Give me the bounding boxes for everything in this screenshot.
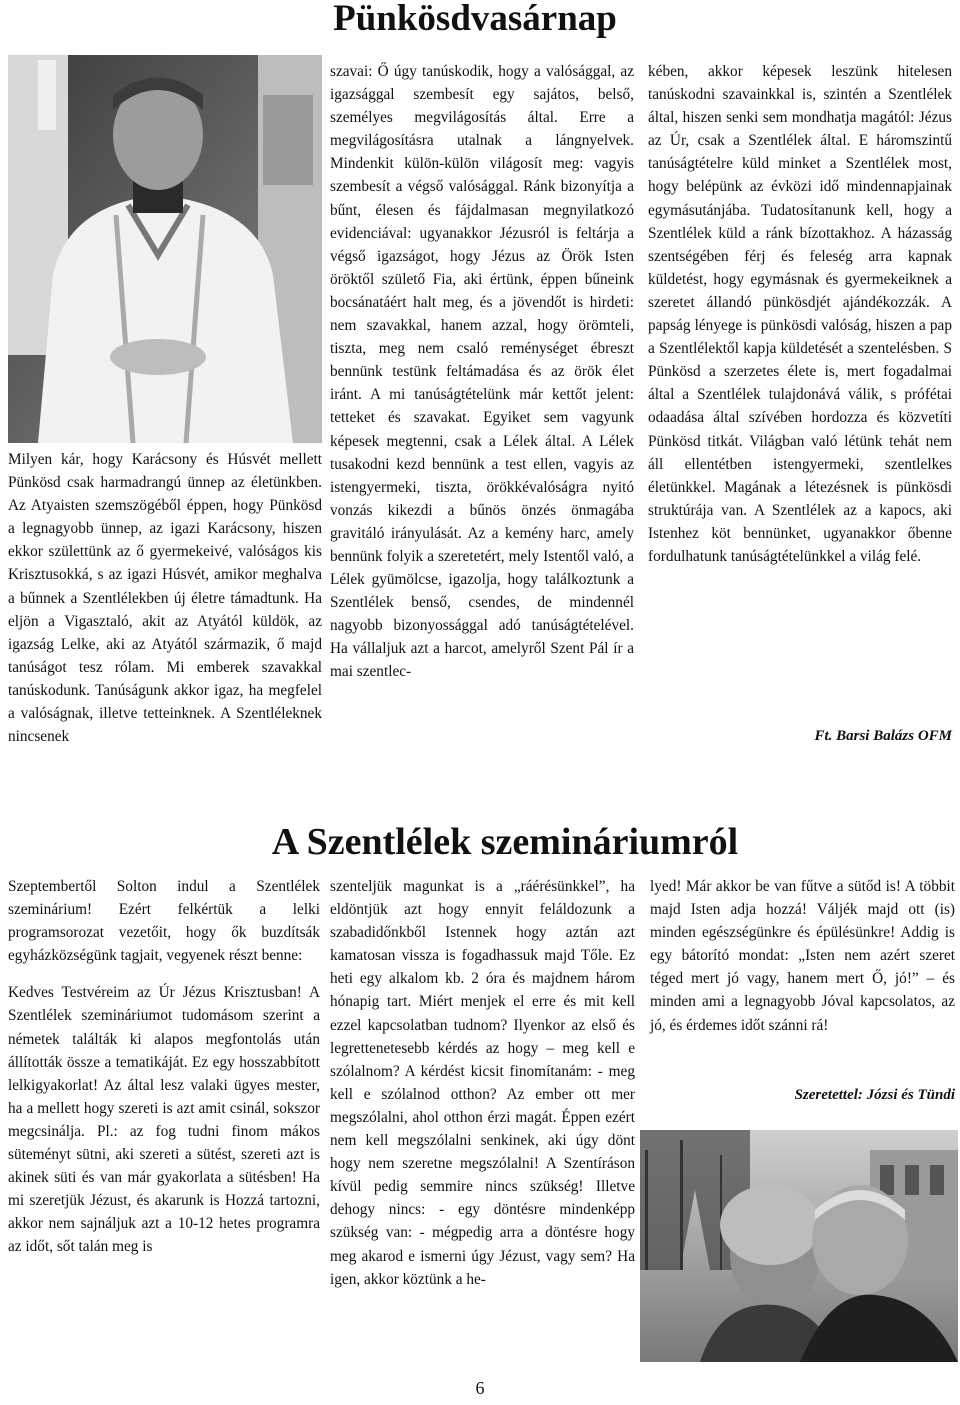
couple-photo: [640, 1130, 958, 1362]
article1-column-3-text: kében, akkor képesek leszünk hitelesen tanúskodni szavainkkal is, szintén a Szentlélek által, hiszen senki sem mondhatja magától: Jézus az Úr, csak a Szentlélek által. E háromszintű tanúságtételre küld minket a Szentlélek most, hogy belépünk az évközi idő mindennapjainak egymásutánjába. Tudatosítanunk kell, hogy a Szentlélek küld a ránk bízottakhoz. A házasság szentségében férj és feleség arra kapnak küldetést, hogy egymásnak és gyermekeiknek a szeretet állandó pünkösdjét ajándékozzák. A papság lényege is pünkösdi valóság, hiszen a pap a Szentlélektől kapja küldetését a szentelésben. S Pünkösd a szerzetes élete is, mert fogadalmai által a Szentlélek tulajdonává válik, s prófétai odaadása által szívében hordozza és közvetíti Pünkösd titkát. Világban való létünk tehát nem áll ellentétben istengyermeki, szentlelkes életünkkel. Magának a létezésnek is pünkösdi struktúrája van. A Szentlélek az a kapocs, aki Istenhez köt bennünket, ugyanakkor őbenne fordulhatunk tanúságtételünkkel a világ felé.: [648, 63, 952, 565]
article1-signature: Ft. Barsi Balázs OFM: [814, 728, 952, 744]
article2-column-2-text: szenteljük magunkat is a „ráérésünkkel”, ha eldöntjük azt hogy ennyit feláldozunk a szabadidőnkből Istennek hogy aztán azt kamatosan vissza is fogadhassuk majd Tőle. Ez heti egy alkalom kb. 2 óra és majdnem három hónapig tart. Miért menjek el erre és mit kell ezzel kapcsolatban tudnom? Ilyenkor az első és legrettenetesebb kérdés az hogy – meg kell e szólalnom? A kérdést kicsit finomítanám: - meg kell e szólalnod otthon? Az ember ott mer megszólalni, ahol otthon érzi magát. Éppen ezért nem kell megszólalni senkinek, aki úgy dönt hogy nem szeretne megszólalni! A Szentíráson kívül pedig semmire nincs szükség! Illetve dehogy nincs: - egy döntésre mindenképp szükség van: - mégpedig arra a döntésre hogy meg akarod e ismerni úgy Jézust, vagy sem? Ha igen, akkor köztünk a he-: [330, 878, 635, 1288]
article1-column-1: [8, 448, 322, 748]
priest-photo: [8, 55, 322, 443]
article2-letter-text: Kedves Testvéreim az Úr Jézus Krisztusban! A Szentlélek szemináriumot tudomásom szerint a németek találták ki alapos megfontolás után állították össze a tematikáját. Ez egy hosszabbított lelkigyakorlat! Az által lesz valaki ügyes mester, ha a mellett hogy szereti is azt amit csinál, sokszor megcsinálja. Pl.: az fog tudni finom mákos süteményt sütni, aki szereti a sütést, szereti azt is akinek süti és van már gyakorlata a sütésben! Ha mi szeretjük Jézust, és akarunk is Hozzá tartozni, akkor nem sajnáljuk azt a 10-12 hetes programra az időt, sőt talán meg is: [8, 984, 320, 1256]
article2-column-3: [650, 875, 955, 1037]
article2-column-1: [8, 875, 320, 1259]
article1-column-3: [648, 60, 952, 568]
priest-photo-image: [8, 55, 322, 443]
article1-column-2: [330, 60, 634, 684]
article2-column-3-text: lyed! Már akkor be van fűtve a sütőd is! A többit majd Isten adja hozzá! Váljék majd ott (is) minden egészségünkre és épülésünkre! Addig is egy bátorító mondat: „Isten nem azért szeret téged mert jó vagy, hanem mert Ő, jó!” – és minden ami a legnagyobb Jóval kapcsolatos, az jó, és érdemes időt szánni rá!: [650, 878, 955, 1034]
article2-signature: Szeretettel: Józsi és Tündi: [794, 1087, 955, 1103]
article1-intro-text: Milyen kár, hogy Karácsony és Húsvét mellett Pünkösd csak harmadrangú ünnep az életünkben. Az Atyaisten szemszögéből éppen, hogy Pünkösd a legnagyobb ünnep, az igazi Karácsony, hiszen ekkor születtünk az ő gyermekeivé, valóságos kis Krisztusokká, s az igazi Húsvét, amikor meghalva a bűnnek a Szentlélekben új életre támadtunk. Ha eljön a Vigasztaló, akit az Atyától küldök, az igazság Lelke, aki az Atyától származik, ő majd tanúságot tesz rólam. Mi emberek szavakkal tanúskodunk. Tanúságunk akkor igaz, ha megfelel a valóságnak, illetve tetteinknek. A Szentléleknek nincsenek: [8, 451, 322, 746]
page-number: 6: [475, 1378, 485, 1398]
article2-intro-text: Szeptembertől Solton indul a Szentlélek szeminárium! Ezért felkértük a lelki programsorozat vezetőit, hogy ők buzdítsák egyházközségünk tagjait, vegyenek részt benne:: [8, 878, 320, 965]
article-title: Pünkösdvasárnap: [333, 0, 617, 39]
couple-photo-image: [640, 1130, 958, 1362]
article1-column-2-text: szavai: Ő úgy tanúskodik, hogy a valósággal, az igazsággal szembesít egy sajátos, belső, személyes megvilágosítás által. Erre a megvilágosításra utalnak a lángnyelvek. Mindenkit külön-külön világosít meg: vagyis szembesít a végső valósággal. Ránk bizonyítja a bűnt, élesen és fájdalmasan megnyilatkozó evidenciával: ugyanakkor Jézusról is feltárja a végső igazságot, hogy Jézus az Örök Isten öröktől születő Fia, aki értünk, éppen bűneink bocsánatáért halt meg, és a jövendőt is hirdeti: nem szavakkal, hanem azzal, hogy örömteli, tiszta, meg nem csaló reménységet ébreszt bennünk testünk feltámadása és az örök élet iránt. A mi tanúságtételünk már kettőt jelent: tetteket és szavakat. Egyiket sem vagyunk képesek megtenni, csak a Lélek által. A Lélek tusakodni kezd bennünk a test ellen, vagyis az istengyermeki, tiszta, örökkévalóságra nyitó vonzás kikezdi a bűnös önzés önmagába gravitáló irányulását. Az a kemény harc, amely bennünk folyik a szeretetért, mely Istentől való, a Lélek gyümölcse, igazolja, hogy találkoztunk a Szentlélek benső, csendes, de mindennél nagyobb bizonyossággal adó tanúságtételével. Ha vállaljuk azt a harcot, amelyről Szent Pál ír a mai szentlec-: [330, 63, 634, 681]
article2-column-2: [330, 875, 635, 1291]
article-title-seminar: A Szentlélek szemináriumról: [271, 821, 739, 863]
